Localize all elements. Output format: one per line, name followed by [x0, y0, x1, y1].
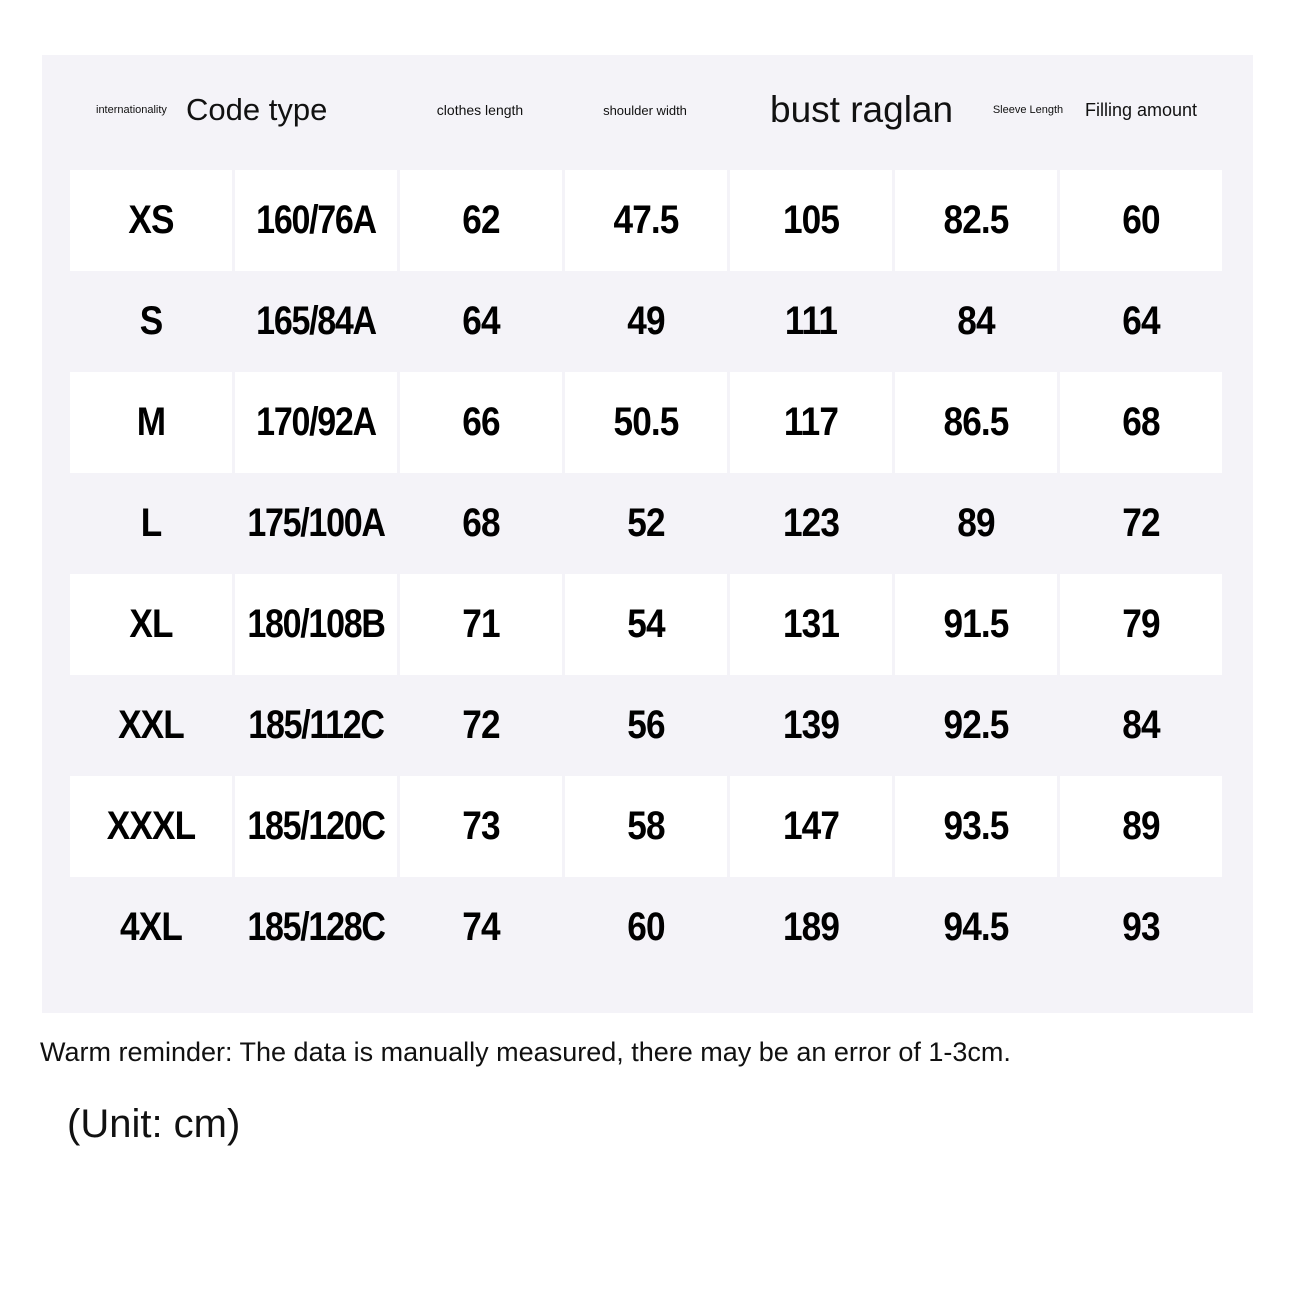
filling-cell: 64	[1122, 299, 1160, 343]
header-filling-amount: Filling amount	[1084, 99, 1198, 120]
sleeve-cell: 91.5	[943, 602, 1009, 646]
bust-cell: 189	[782, 905, 840, 949]
size-cell: XXXL	[106, 804, 196, 848]
bust-cell: 147	[782, 804, 840, 848]
warm-reminder-text: Warm reminder: The data is manually measured, there may be an error of 1-3cm.	[40, 1037, 1011, 1067]
header-internationality: internationality	[96, 104, 167, 116]
bust-cell: 123	[782, 501, 840, 545]
clothes-length-cell: 62	[462, 198, 500, 242]
code-cell: 185/112C	[248, 703, 384, 747]
bust-cell: 105	[782, 198, 840, 242]
code-cell: 175/100A	[247, 501, 385, 545]
clothes-length-cell: 73	[462, 804, 500, 848]
table-row	[70, 776, 1222, 877]
sleeve-cell: 86.5	[943, 400, 1009, 444]
sleeve-cell: 89	[957, 501, 995, 545]
table-row	[70, 877, 1222, 978]
table-header	[42, 55, 1253, 165]
code-cell: 165/84A	[256, 299, 376, 343]
unit-label: (Unit: cm)	[67, 1102, 241, 1146]
shoulder-width-cell: 54	[627, 602, 665, 646]
header-code-type: Code type	[186, 92, 328, 127]
code-cell: 180/108B	[247, 602, 385, 646]
sleeve-cell: 93.5	[943, 804, 1009, 848]
clothes-length-cell: 74	[462, 905, 500, 949]
size-chart-panel	[42, 55, 1253, 1013]
size-cell: XXL	[118, 703, 184, 747]
size-cell: XL	[129, 602, 173, 646]
filling-cell: 79	[1122, 602, 1160, 646]
size-cell: L	[140, 501, 162, 545]
filling-cell: 84	[1122, 703, 1160, 747]
sleeve-cell: 94.5	[943, 905, 1009, 949]
code-cell: 185/120C	[247, 804, 385, 848]
sleeve-cell: 84	[957, 299, 995, 343]
size-cell: M	[136, 400, 166, 444]
shoulder-width-cell: 58	[627, 804, 665, 848]
bust-cell: 117	[783, 400, 839, 444]
filling-cell: 60	[1122, 198, 1160, 242]
filling-cell: 93	[1122, 905, 1160, 949]
code-cell: 170/92A	[256, 400, 376, 444]
size-cell: S	[139, 299, 163, 343]
shoulder-width-cell: 47.5	[613, 198, 679, 242]
sleeve-cell: 82.5	[943, 198, 1009, 242]
shoulder-width-cell: 50.5	[613, 400, 679, 444]
table-row	[70, 675, 1222, 776]
clothes-length-cell: 64	[462, 299, 500, 343]
size-cell: 4XL	[120, 905, 182, 949]
size-cell: XS	[128, 198, 174, 242]
clothes-length-cell: 71	[462, 602, 500, 646]
bust-cell: 139	[782, 703, 840, 747]
header-clothes-length: clothes length	[436, 102, 524, 118]
shoulder-width-cell: 56	[627, 703, 665, 747]
shoulder-width-cell: 52	[627, 501, 665, 545]
clothes-length-cell: 68	[462, 501, 500, 545]
clothes-length-cell: 72	[462, 703, 500, 747]
table-row	[70, 170, 1222, 271]
table-row	[70, 574, 1222, 675]
filling-cell: 89	[1122, 804, 1160, 848]
code-cell: 185/128C	[247, 905, 385, 949]
code-cell: 160/76A	[256, 198, 376, 242]
table-row	[70, 473, 1222, 574]
bust-cell: 111	[784, 299, 838, 343]
filling-cell: 68	[1122, 400, 1160, 444]
shoulder-width-cell: 60	[627, 905, 665, 949]
header-bust-raglan: bust raglan	[770, 89, 954, 130]
table-row	[70, 372, 1222, 473]
filling-cell: 72	[1122, 501, 1160, 545]
table-body	[70, 170, 1222, 978]
header-shoulder-width: shoulder width	[603, 102, 687, 118]
header-sleeve-length: Sleeve Length	[992, 104, 1064, 116]
sleeve-cell: 92.5	[943, 703, 1009, 747]
bust-cell: 131	[782, 602, 840, 646]
clothes-length-cell: 66	[462, 400, 500, 444]
shoulder-width-cell: 49	[627, 299, 665, 343]
table-row	[70, 271, 1222, 372]
